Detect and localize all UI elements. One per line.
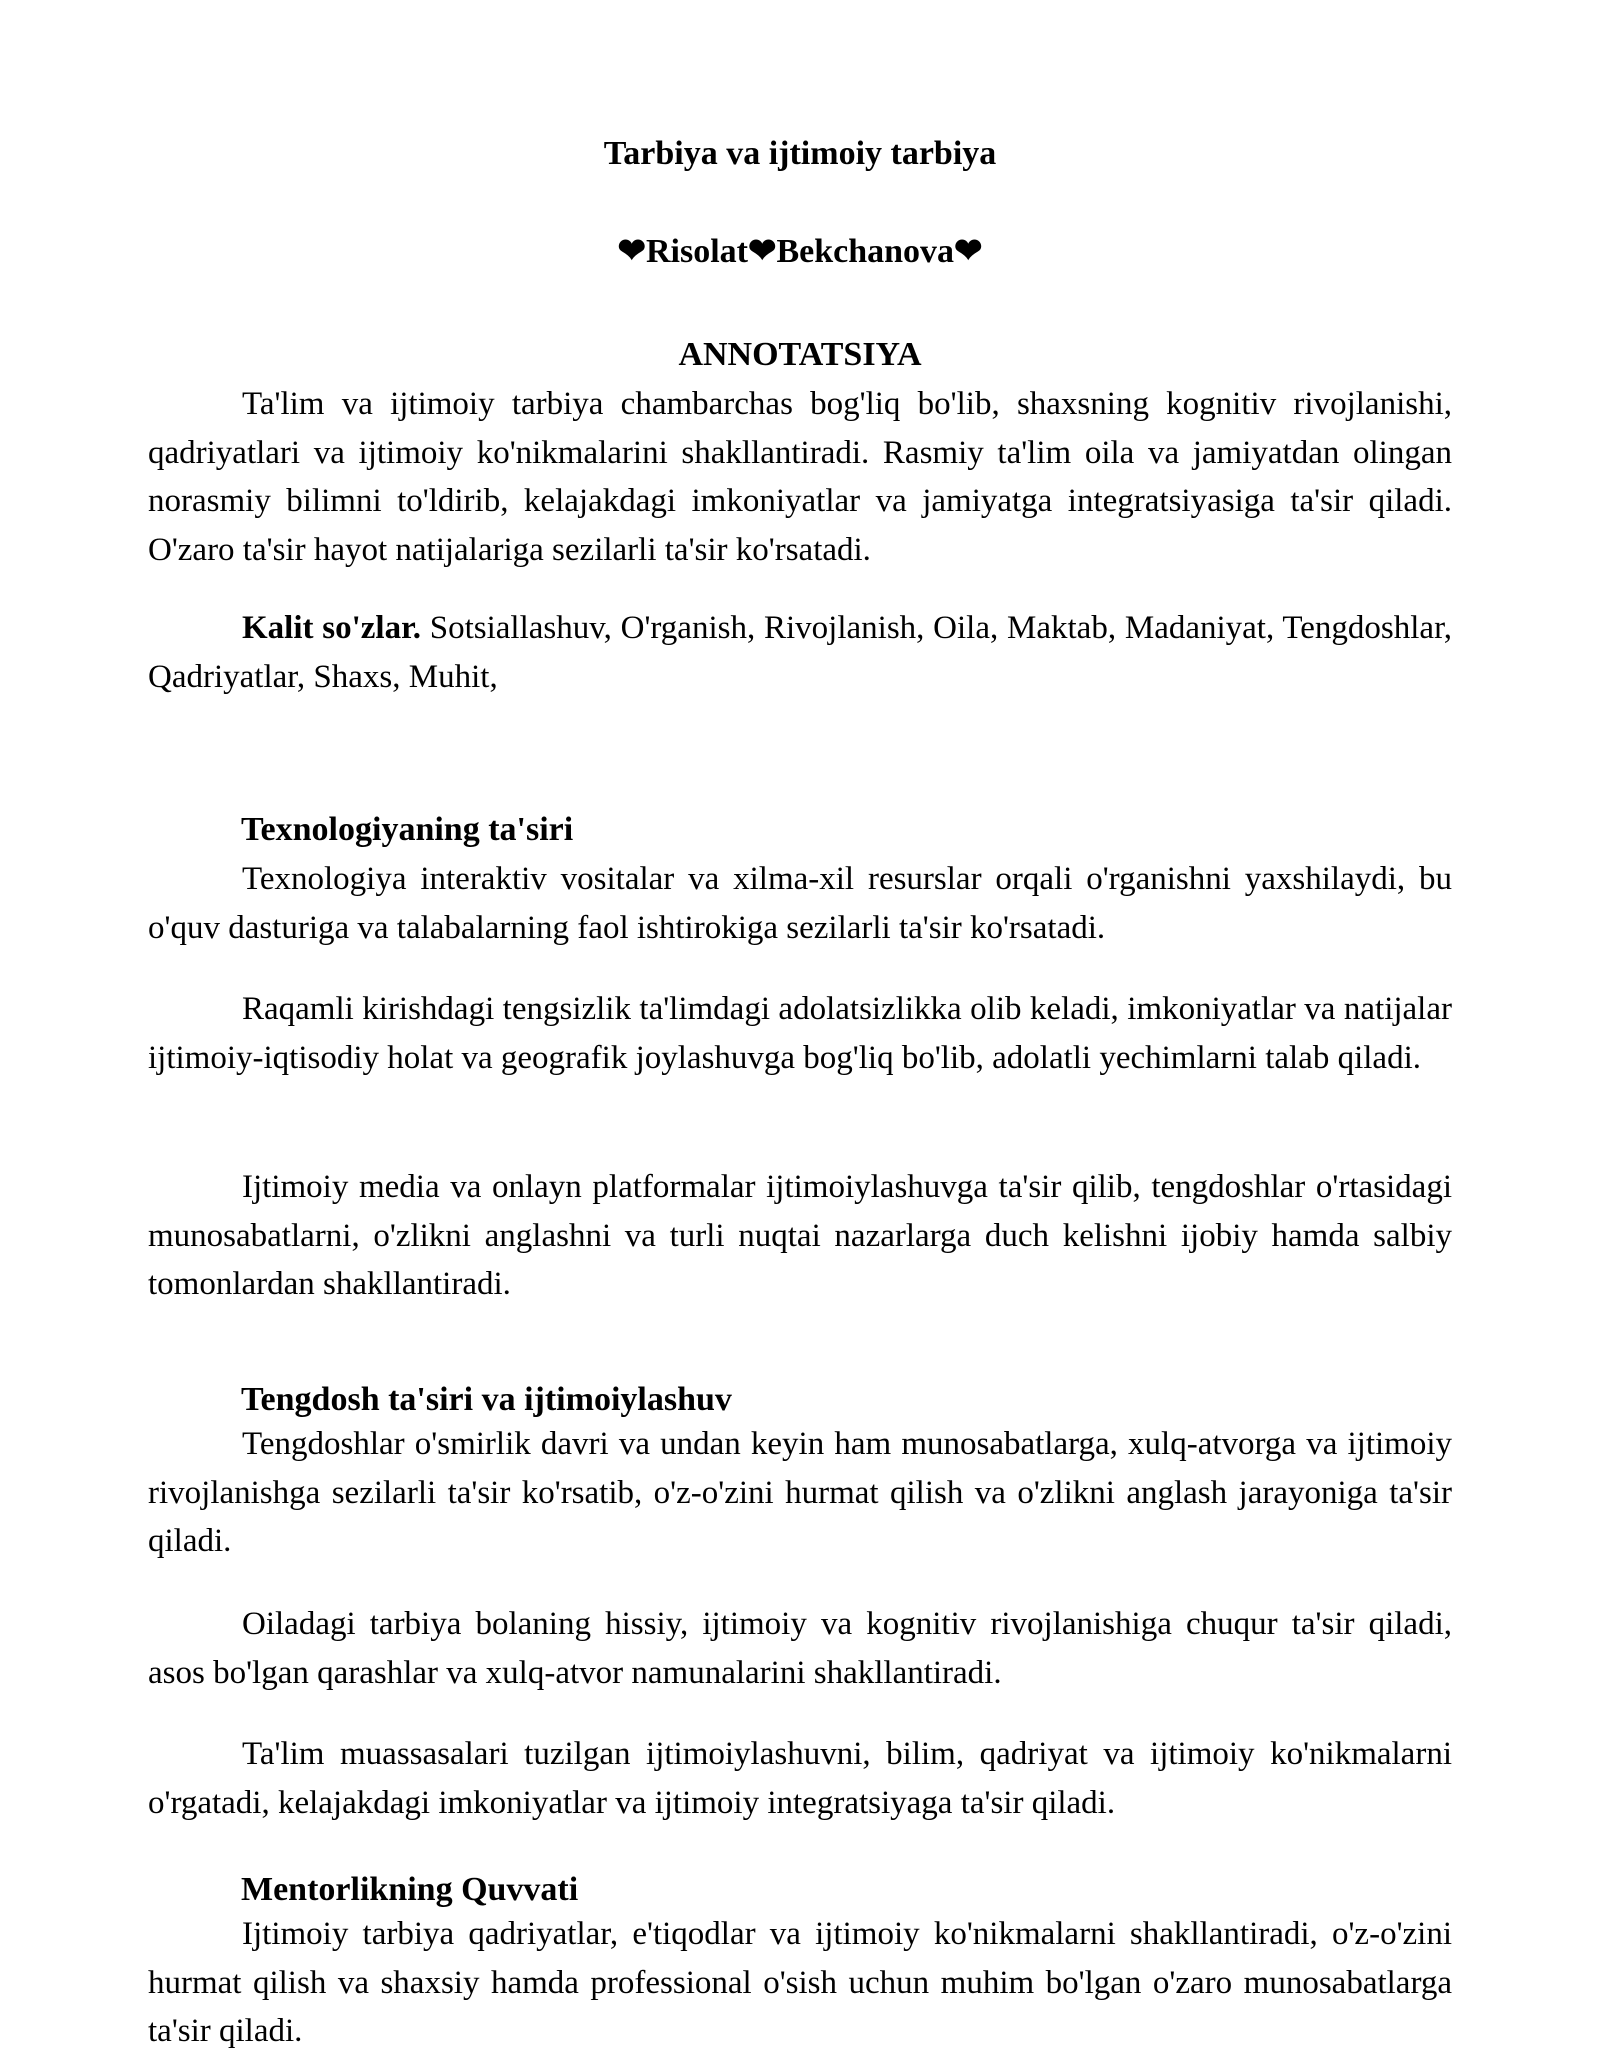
paragraph-technology-2: Raqamli kirishdagi tengsizlik ta'limdagi adolatsizlikka olib keladi, imkoniyatlar va natijalar ijtimoiy-iqtisodiy holat va geografik joylashuvga bog'liq bo'lib, adolatli yechimlarni talab qiladi. bbox=[148, 991, 1452, 1076]
section-heading-technology: Texnologiyaning ta'siri bbox=[241, 811, 574, 848]
paragraph-peers-2: Oiladagi tarbiya bolaning hissiy, ijtimoiy va kognitiv rivojlanishiga chuqur ta'sir qiladi, asos bo'lgan qarashlar va xulq-atvor namunalarini shakllantiradi. bbox=[148, 1606, 1452, 1691]
paragraph-peers-3: Ta'lim muassasalari tuzilgan ijtimoiylashuvni, bilim, qadriyat va ijtimoiy ko'nikmalarni o'rgatadi, kelajakdagi imkoniyatlar va ijtimoiy integratsiyaga ta'sir qiladi. bbox=[148, 1736, 1452, 1821]
author-name: ❤Risolat❤Bekchanova❤ bbox=[617, 233, 983, 270]
paragraph-technology-3: Ijtimoiy media va onlayn platformalar ijtimoiylashuvga ta'sir qilib, tengdoshlar o'rtasidagi munosabatlarni, o'zlikni anglashni va turli nuqtai nazarlarga duch kelishni ijobiy hamda salbiy tomonlardan shakllantiradi. bbox=[148, 1169, 1452, 1302]
paragraph-technology-1: Texnologiya interaktiv vositalar va xilma-xil resurslar orqali o'rganishni yaxshilaydi, bu o'quv dasturiga va talabalarning faol ishtirokiga sezilarli ta'sir ko'rsatadi. bbox=[148, 861, 1452, 946]
section-heading-peers: Tengdosh ta'siri va ijtimoiylashuv bbox=[241, 1381, 732, 1418]
annotation-heading: ANNOTATSIYA bbox=[678, 336, 922, 373]
document-title: Tarbiya va ijtimoiy tarbiya bbox=[603, 135, 997, 172]
section-heading-mentorship: Mentorlikning Quvvati bbox=[241, 1871, 579, 1908]
annotation-paragraph: Ta'lim va ijtimoiy tarbiya chambarchas bog'liq bo'lib, shaxsning kognitiv rivojlanishi, qadriyatlari va ijtimoiy ko'nikmalarini shakllantiradi. Rasmiy ta'lim oila va jamiyatdan olingan norasmiy bilimni to'ldirib, kelajakdagi imkoniyatlar va jamiyatga integratsiyasiga ta'sir qiladi. O'zaro ta'sir hayot natijalariga sezilarli ta'sir ko'rsatadi. bbox=[148, 386, 1452, 568]
keywords-paragraph bbox=[148, 604, 1452, 701]
paragraph-peers-1: Tengdoshlar o'smirlik davri va undan keyin ham munosabatlarga, xulq-atvorga va ijtimoiy rivojlanishga sezilarli ta'sir ko'rsatib, o'z-o'zini hurmat qilish va o'zlikni anglash jarayoniga ta'sir qiladi. bbox=[148, 1426, 1452, 1559]
paragraph-mentorship-1: Ijtimoiy tarbiya qadriyatlar, e'tiqodlar va ijtimoiy ko'nikmalarni shakllantiradi, o'z-o'zini hurmat qilish va shaxsiy hamda professional o'sish uchun muhim bo'lgan o'zaro munosabatlarga ta'sir qiladi. bbox=[148, 1916, 1452, 2049]
keywords-list: Sotsiallashuv, O'rganish, Rivojlanish, Oila, Maktab, Madaniyat, Tengdoshlar, Qadriyatlar, Shaxs, Muhit, bbox=[148, 610, 1452, 695]
keywords-label: Kalit so'zlar. bbox=[242, 610, 421, 646]
